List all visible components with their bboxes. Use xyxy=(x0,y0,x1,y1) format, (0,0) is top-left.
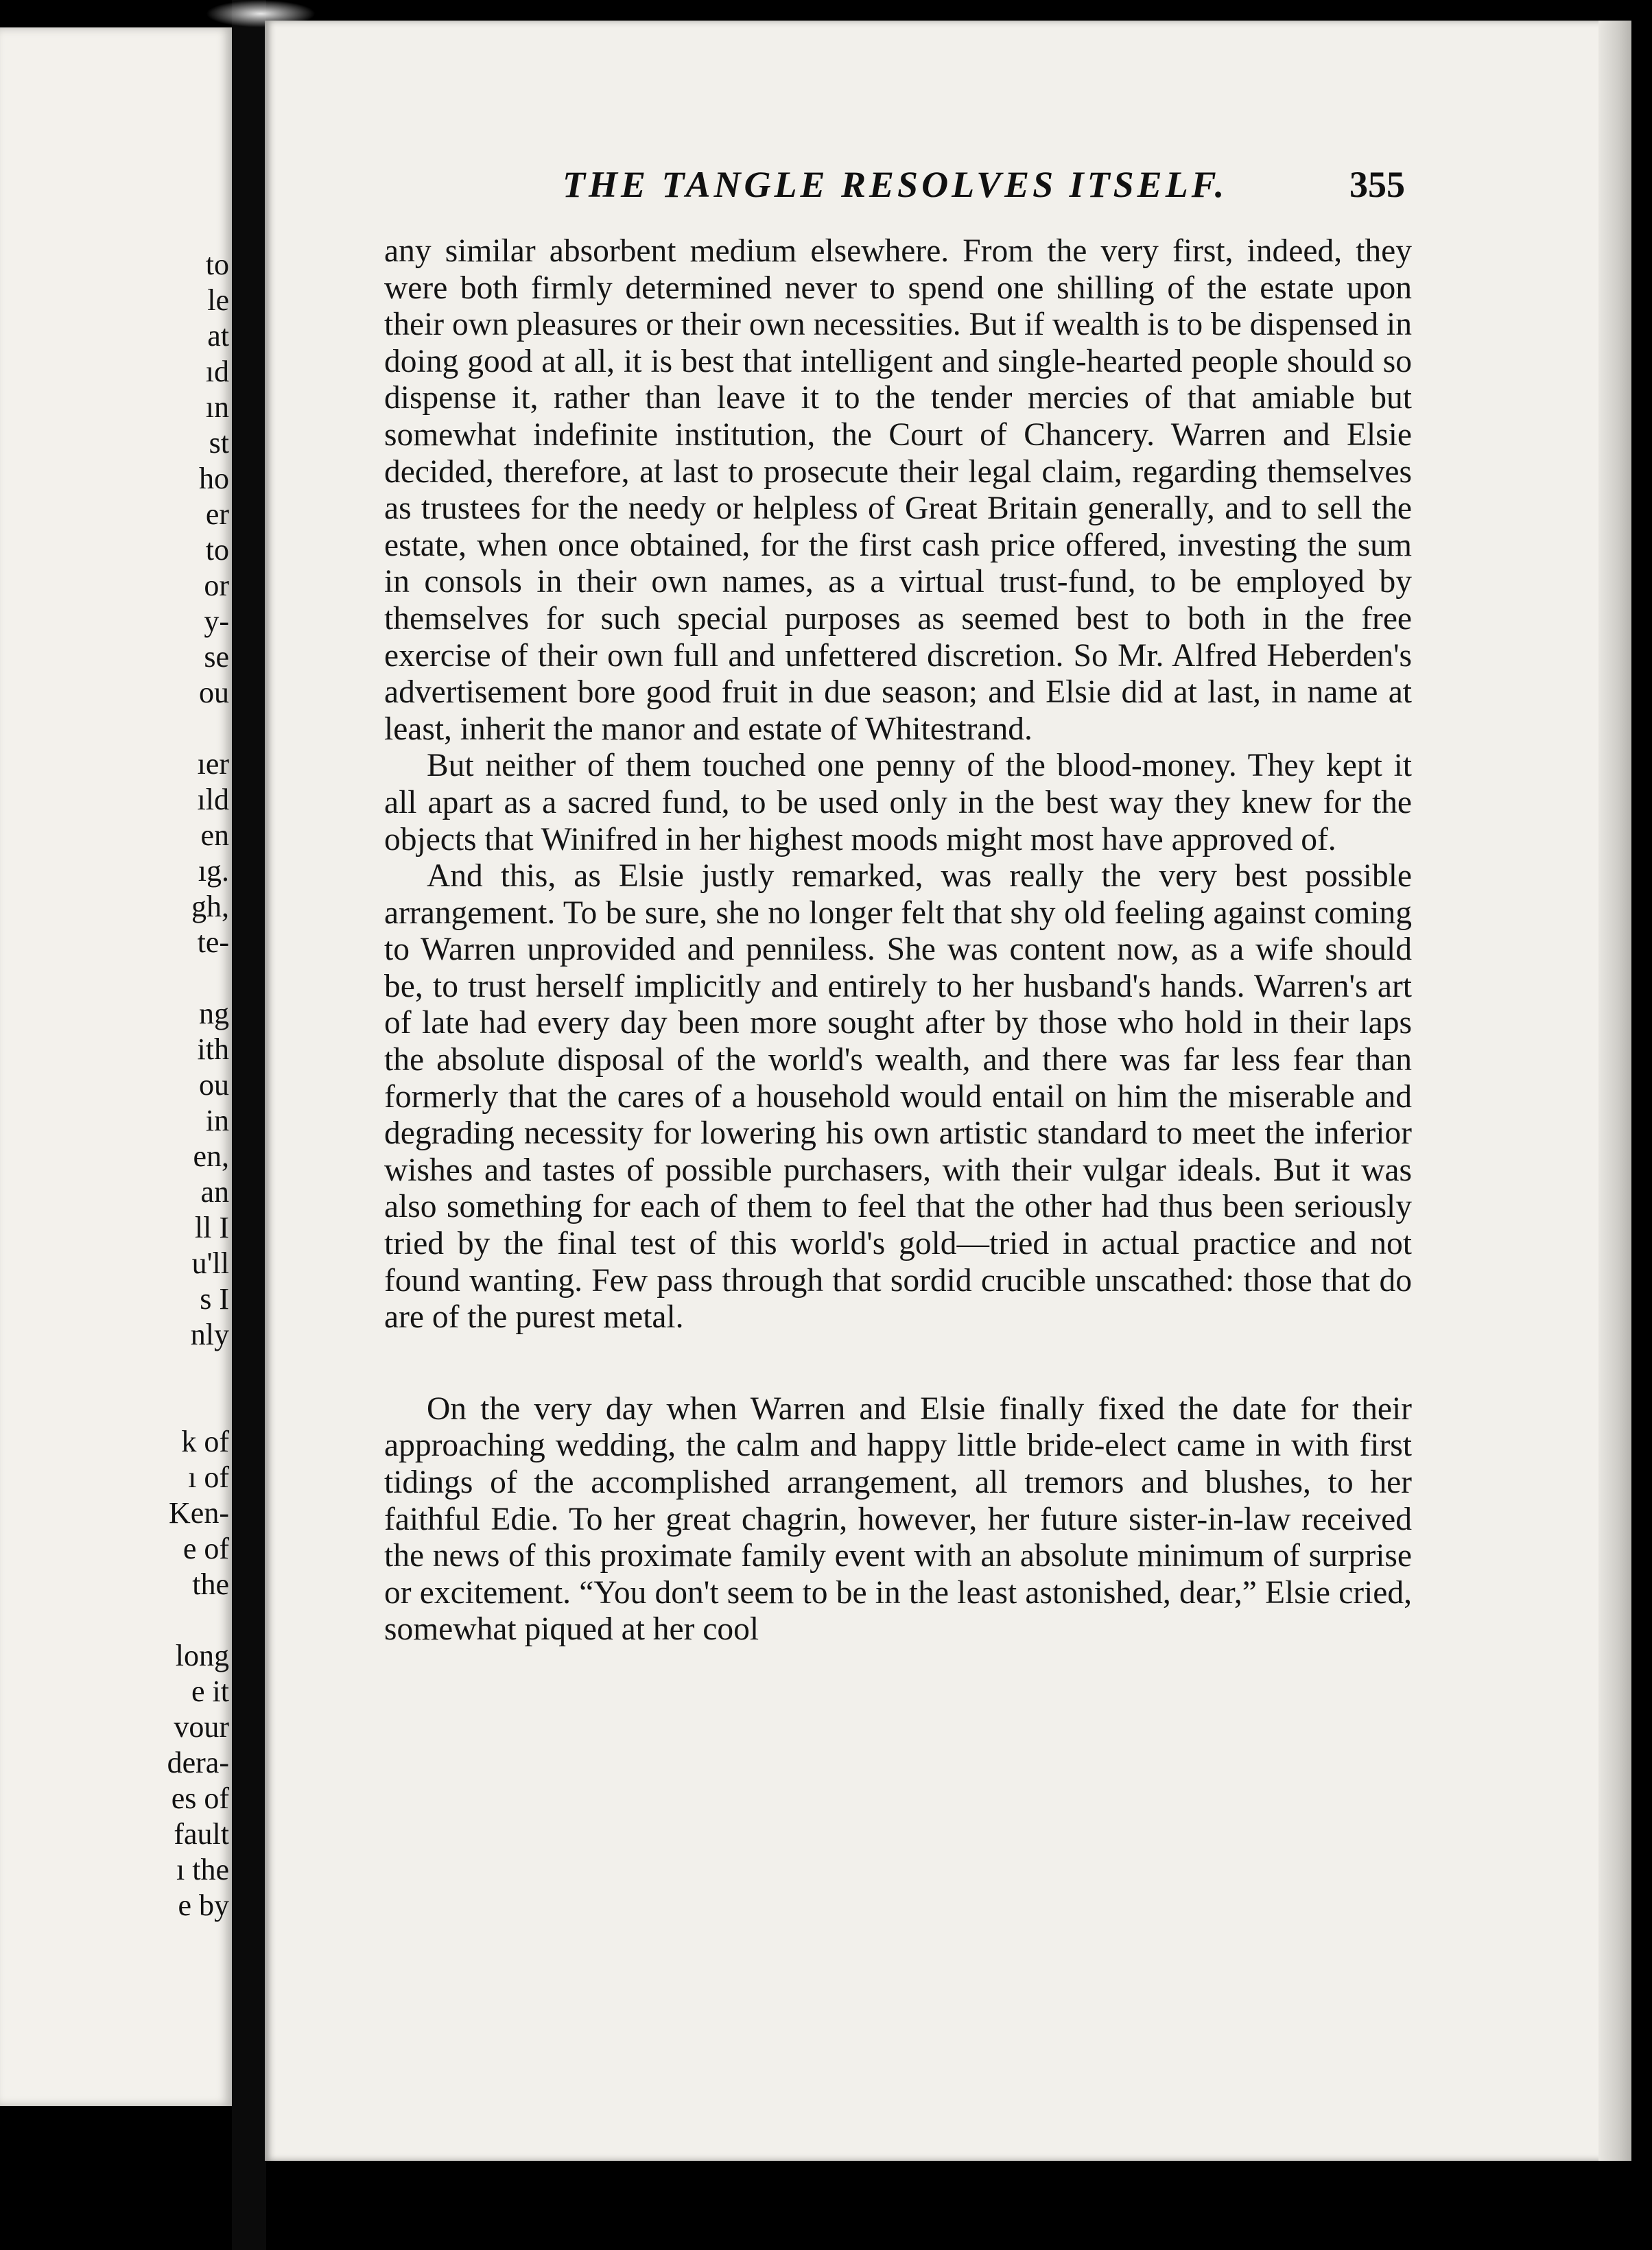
paragraph-1: any similar absorbent medium elsewhere. From the very first, indeed, they were both firmly determined never to spend one shilling of the estate upon their own pleasures or their own necessities. But if wealth is to be dispensed in doing good at all, it is best that intelligent and single-hearted people should so dispense it, rather than leave it to the tender mercies of that amiable but somewhat indefinite institution, the Court of Chancery. Warren and Elsie decided, therefore, at last to prosecute their legal claim, regarding themselves as trustees for the needy or helpless of Great Britain generally, and to sell the estate, when once obtained, for the first cash price offered, investing the sum in consols in their own names, as a virtual trust-fund, to be employed by themselves for such special purposes as seemed best to both in the free exercise of their own full and unfettered discretion. So Mr. Alfred Heberden's advertisement bore good fruit in due season; and Elsie did at last, in name at least, inherit the manor and estate of Whitestrand. xyxy=(384,233,1412,747)
book-gutter xyxy=(232,0,266,2250)
previous-page-edge xyxy=(0,27,234,2106)
previous-page-text-fragments: to le at ıd ın st ho er to or y- se ou ıer ıld en ıg. gh, te- ng ith ou in en, an ll I u'll s I nly k of ı of Ken- e of the long e it vour dera- es of fault ı the e by xyxy=(167,248,229,1922)
running-title: THE TANGLE RESOLVES ITSELF. xyxy=(563,164,1228,205)
page-edge-shadow xyxy=(1598,21,1631,2161)
paragraph-2: But neither of them touched one penny of the blood-money. They kept it all apart as a sacred fund, to be used only in the best way they knew for the objects that Winifred in her highest moods might most have approved of. xyxy=(384,748,1412,857)
page-header xyxy=(563,163,1405,206)
body-text xyxy=(384,233,1412,1648)
page-number: 355 xyxy=(1349,164,1405,205)
paragraph-4: On the very day when Warren and Elsie finally fixed the date for their approaching wedding, the calm and happy little bride-elect came in with first tidings of the accomplished arrangement, all tremors and blushes, to her faithful Edie. To her great chagrin, however, her future sister-in-law received the news of this proximate family event with an absolute minimum of surprise or excitement. “You don't seem to be in the least astonished, dear,” Elsie cried, somewhat piqued at her cool xyxy=(384,1390,1412,1648)
paragraph-3: And this, as Elsie justly remarked, was really the very best possible arrangement. To be sure, she no longer felt that shy old feeling against coming to Warren unprovided and penniless. She was content now, as a wife should be, to trust herself implicitly and entirely to her husband's hands. Warren's art of late had every day been more sought after by those who hold in their laps the absolute disposal of the world's wealth, and there was far less fear than formerly that the cares of a household would entail on him the miserable and degrading necessity for lowering his own artistic standard to meet the inferior wishes and tastes of possible purchasers, with their vulgar ideals. But it was also something for each of them to feel that the other had thus been seriously tried by the final test of this world's gold—tried in actual practice and not found wanting. Few pass through that sordid crucible unscathed: those that do are of the purest metal. xyxy=(384,858,1412,1336)
